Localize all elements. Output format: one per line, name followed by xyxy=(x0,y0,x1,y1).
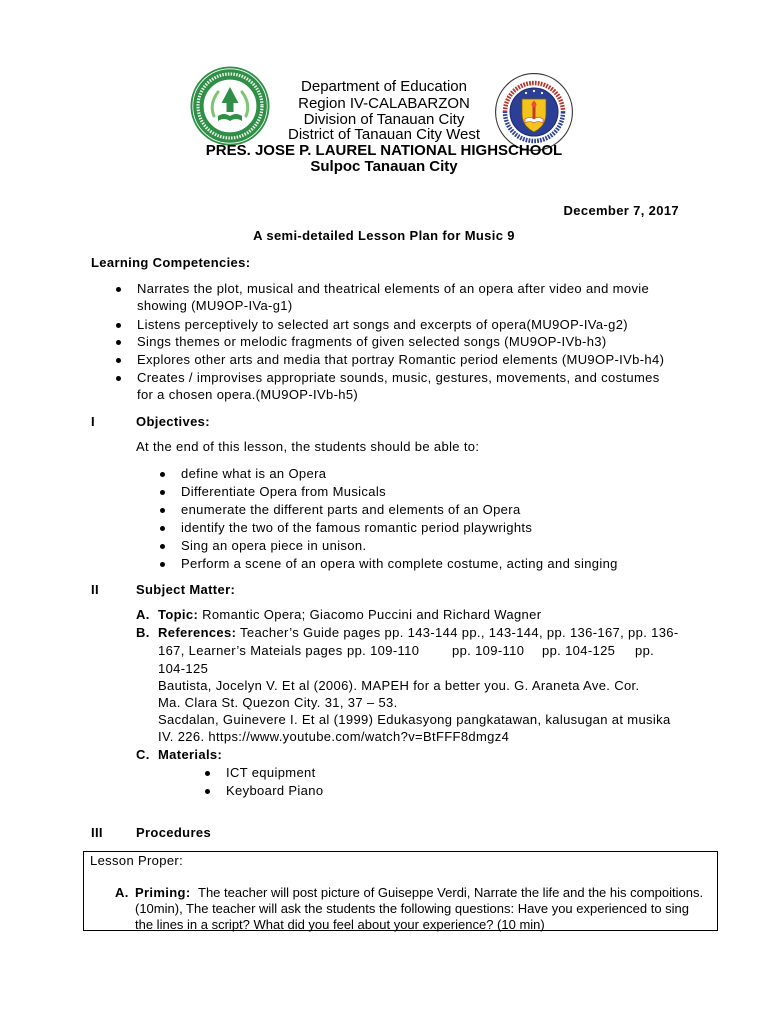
priming-text: the lines in a script? What did you feel about your experience? (10 min) xyxy=(135,917,545,932)
lesson-proper-heading: Lesson Proper: xyxy=(90,853,184,868)
objectives-intro: At the end of this lesson, the students should be able to: xyxy=(136,439,480,454)
school-address: Sulpoc Tanauan City xyxy=(310,158,458,175)
materials-marker: C. xyxy=(136,747,150,762)
subject-matter-numeral: II xyxy=(91,582,99,597)
header-department: Department of Education xyxy=(301,78,467,95)
topic-line xyxy=(158,606,541,623)
references-third-line: 104-125 xyxy=(158,661,209,676)
bullet-icon xyxy=(160,472,165,477)
competency-item-text: for a chosen opera.(MU9OP-IVb-h5) xyxy=(137,387,359,402)
lesson-date: December 7, 2017 xyxy=(563,203,679,218)
references-second-line-segment: 167, Learner’s Mateials pages xyxy=(158,643,343,658)
bullet-icon xyxy=(116,376,121,381)
objective-item: Sing an opera piece in unison. xyxy=(181,538,367,553)
priming-label: Priming: xyxy=(135,885,191,900)
competency-item-text: Explores other arts and media that portray Romantic period elements (MU9OP-IVb-h4) xyxy=(137,352,665,367)
material-item: Keyboard Piano xyxy=(226,783,324,798)
bullet-icon xyxy=(116,358,121,363)
references-second-line-segment: pp. 109-110 xyxy=(452,643,525,658)
lesson-title: A semi-detailed Lesson Plan for Music 9 xyxy=(253,228,515,243)
objective-item: Perform a scene of an opera with complete costume, acting and singing xyxy=(181,556,618,571)
competencies-heading: Learning Competencies: xyxy=(91,255,251,270)
topic-text: Romantic Opera; Giacomo Puccini and Richard Wagner xyxy=(202,607,542,622)
references-second-line-segment: pp. 109-110 xyxy=(347,643,420,658)
objective-item: identify the two of the famous romantic period playwrights xyxy=(181,520,533,535)
competency-item-text: Narrates the plot, musical and theatrical elements of an opera after video and movie xyxy=(137,281,650,296)
references-marker: B. xyxy=(136,625,150,640)
procedures-numeral: III xyxy=(91,825,103,840)
topic-marker: A. xyxy=(136,607,150,622)
bullet-icon xyxy=(205,789,210,794)
lesson-proper-box xyxy=(83,851,718,931)
subject-matter-heading: Subject Matter: xyxy=(136,582,236,597)
topic-label: Topic: xyxy=(158,607,199,622)
bullet-icon xyxy=(160,526,165,531)
bullet-icon xyxy=(160,490,165,495)
references-second-line-segment: pp. xyxy=(635,643,655,658)
priming-text: The teacher will post picture of Guiseppe Verdi, Narrate the life and the his compoitions. xyxy=(198,885,704,900)
school-name: PRES. JOSE P. LAUREL NATIONAL HIGHSCHOOL xyxy=(205,142,563,159)
competency-item-text: Listens perceptively to selected art songs and excerpts of opera(MU9OP-IVa-g2) xyxy=(137,317,628,332)
objective-item: define what is an Opera xyxy=(181,466,327,481)
bullet-icon xyxy=(116,323,121,328)
references-label: References: xyxy=(158,625,237,640)
priming-marker: A. xyxy=(115,885,129,900)
objectives-heading: Objectives: xyxy=(136,414,210,429)
competency-item-text: Creates / improvises appropriate sounds, music, gestures, movements, and costumes xyxy=(137,370,660,385)
citation-line: IV. 226. https://www.youtube.com/watch?v=BtFFF8dmgz4 xyxy=(158,729,510,744)
citation-line: Ma. Clara St. Quezon City. 31, 37 – 53. xyxy=(158,695,398,710)
materials-label: Materials: xyxy=(158,747,223,762)
bullet-icon xyxy=(116,340,121,345)
references-first-line: Teacher’s Guide pages pp. 143-144 pp., 143-144, pp. 136-167, pp. 136- xyxy=(240,625,679,640)
bullet-icon xyxy=(160,544,165,549)
header-region: Region IV-CALABARZON xyxy=(298,95,470,112)
bullet-icon xyxy=(160,508,165,513)
procedures-heading: Procedures xyxy=(136,825,212,840)
competency-item-text: Sings themes or melodic fragments of given selected songs (MU9OP-IVb-h3) xyxy=(137,334,607,349)
bullet-icon xyxy=(205,771,210,776)
header-division: Division of Tanauan City xyxy=(303,111,465,128)
objective-item: enumerate the different parts and elements of an Opera xyxy=(181,502,521,517)
objectives-numeral: I xyxy=(91,414,95,429)
references-line xyxy=(158,624,679,641)
bullet-icon xyxy=(160,562,165,567)
references-second-line-segment: pp. 104-125 xyxy=(542,643,616,658)
citation-line: Bautista, Jocelyn V. Et al (2006). MAPEH for a better you. G. Araneta Ave. Cor. xyxy=(158,678,640,693)
material-item: ICT equipment xyxy=(226,765,316,780)
priming-text: (10min), The teacher will ask the students the following questions: Have you experienced to sing xyxy=(135,901,690,916)
citation-line: Sacdalan, Guinevere I. Et al (1999) Edukasyong pangkatawan, kalusugan at musika xyxy=(158,712,671,727)
header-district: District of Tanauan City West xyxy=(287,126,481,143)
bullet-icon xyxy=(116,287,121,292)
objective-item: Differentiate Opera from Musicals xyxy=(181,484,386,499)
competency-item-text: showing (MU9OP-IVa-g1) xyxy=(137,298,293,313)
